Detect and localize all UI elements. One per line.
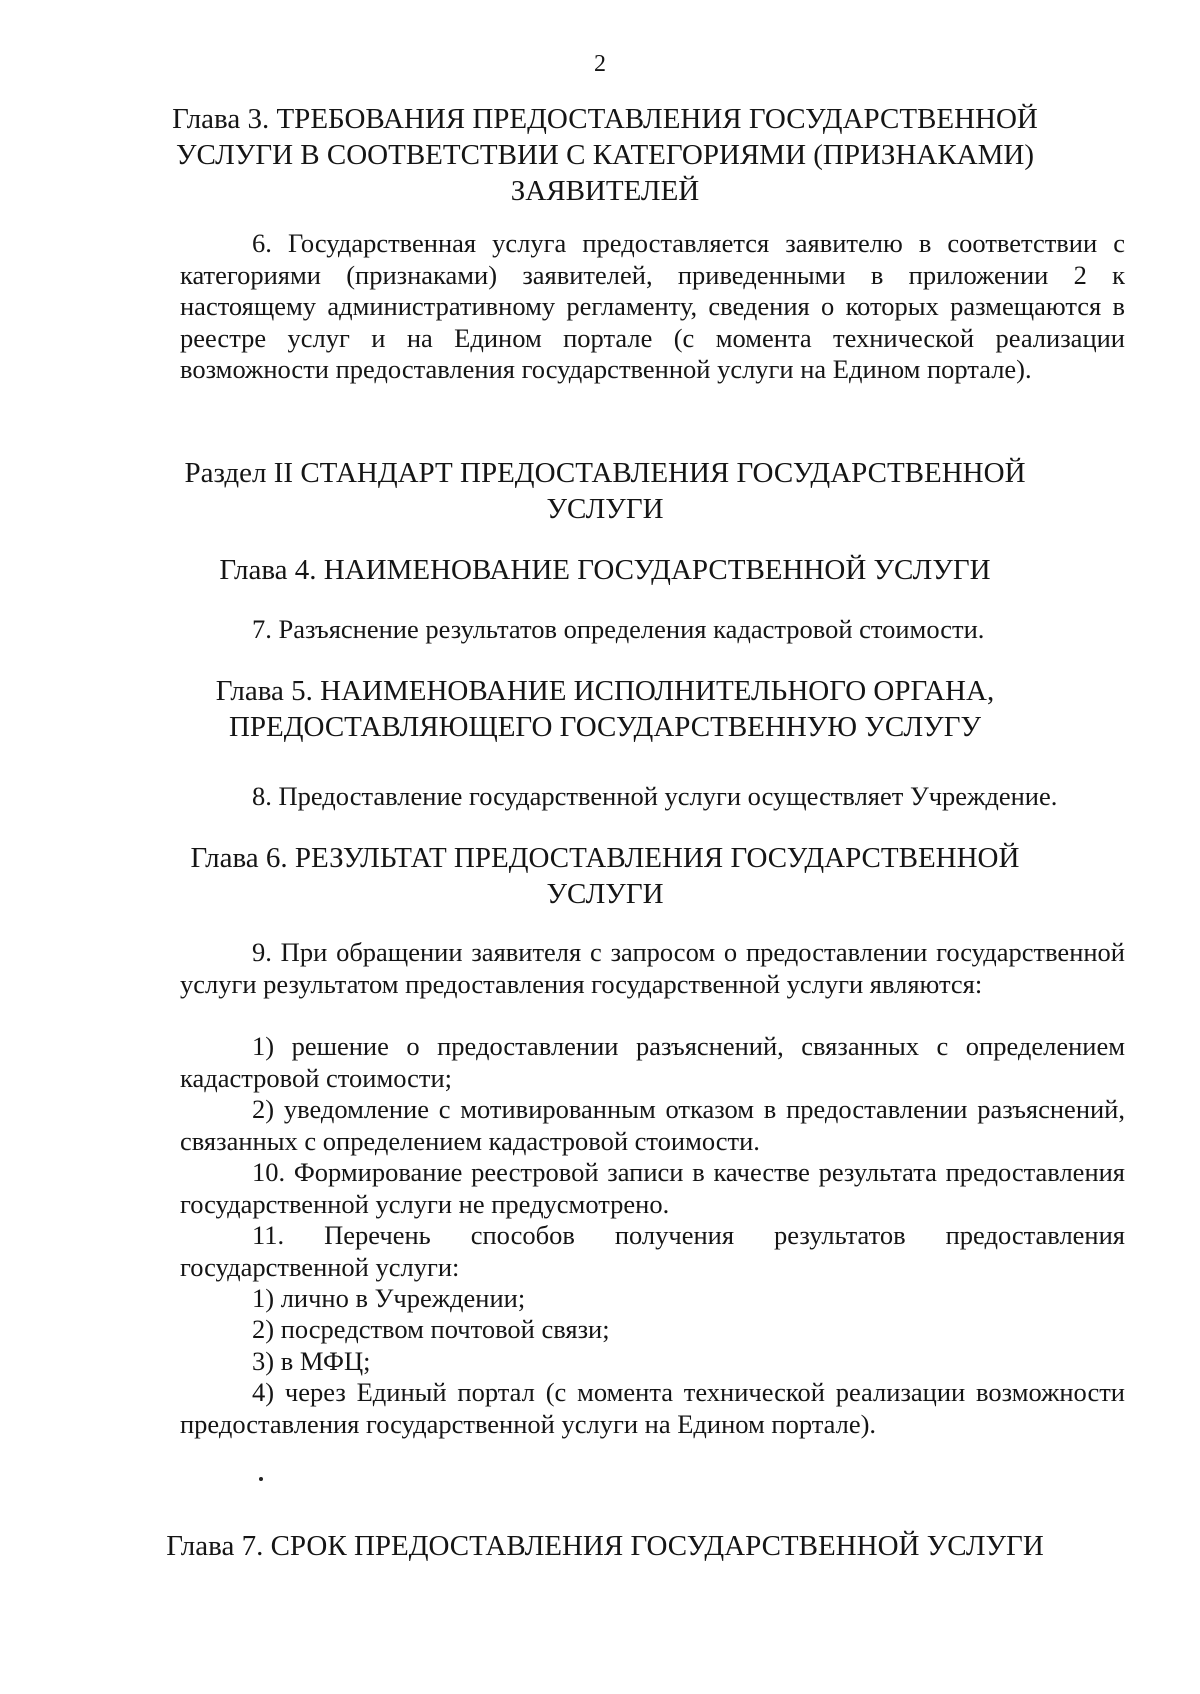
paragraph-7: 7. Разъяснение результатов определения кадастровой стоимости. — [252, 614, 985, 644]
paragraph-8: 8. Предоставление государственной услуги осуществляет Учреждение. — [252, 781, 1058, 811]
paragraph-11-item-2: 2) посредством почтовой связи; — [252, 1314, 610, 1344]
paragraph-6: 6. Государственная услуга предоставляется заявителю в соответствии с категориями (признаками) заявителей, приведенными в приложении 2 к настоящему административному регламенту, сведения о которых размещаются в реестре услуг и на Едином портале (с момента технической реализации возможности предоставления государственной услуги на Едином портале). — [180, 228, 1125, 384]
paragraph-10: 10. Формирование реестровой записи в качестве результата предоставления государственной услуги не предусмотрено. — [180, 1157, 1125, 1219]
paragraph-11-item-3: 3) в МФЦ; — [252, 1346, 371, 1376]
chapter-4-heading: Глава 4. НАИМЕНОВАНИЕ ГОСУДАРСТВЕННОЙ УСЛУГИ — [219, 554, 991, 586]
chapter-7-heading: Глава 7. СРОК ПРЕДОСТАВЛЕНИЯ ГОСУДАРСТВЕННОЙ УСЛУГИ — [166, 1530, 1044, 1562]
chapter-5-heading: Глава 5. НАИМЕНОВАНИЕ ИСПОЛНИТЕЛЬНОГО ОРГАНА, ПРЕДОСТАВЛЯЮЩЕГО ГОСУДАРСТВЕННУЮ УСЛУГУ — [215, 675, 995, 743]
paragraph-11: 11. Перечень способов получения результатов предоставления государственной услуги: — [180, 1220, 1125, 1282]
paragraph-11-item-1: 1) лично в Учреждении; — [252, 1283, 526, 1313]
chapter-3-heading: Глава 3. ТРЕБОВАНИЯ ПРЕДОСТАВЛЕНИЯ ГОСУДАРСТВЕННОЙ УСЛУГИ В СООТВЕТСТВИИ С КАТЕГОРИЯМИ (ПРИЗНАКАМИ) ЗАЯВИТЕЛЕЙ — [172, 103, 1038, 207]
stray-dot-mark — [259, 1477, 263, 1481]
paragraph-9: 9. При обращении заявителя с запросом о предоставлении государственной услуги результатом предоставления государственной услуги являются: — [180, 937, 1125, 999]
paragraph-11-item-4: 4) через Единый портал (с момента технической реализации возможности предоставления государственной услуги на Едином портале). — [180, 1377, 1125, 1439]
section-2-heading: Раздел II СТАНДАРТ ПРЕДОСТАВЛЕНИЯ ГОСУДАРСТВЕННОЙ УСЛУГИ — [184, 457, 1026, 525]
page-number: 2 — [594, 51, 606, 77]
paragraph-9-item-2: 2) уведомление с мотивированным отказом в предоставлении разъяснений, связанных с определением кадастровой стоимости. — [180, 1094, 1125, 1156]
paragraph-9-item-1: 1) решение о предоставлении разъяснений, связанных с определением кадастровой стоимости; — [180, 1031, 1125, 1093]
chapter-6-heading: Глава 6. РЕЗУЛЬТАТ ПРЕДОСТАВЛЕНИЯ ГОСУДАРСТВЕННОЙ УСЛУГИ — [190, 842, 1020, 910]
